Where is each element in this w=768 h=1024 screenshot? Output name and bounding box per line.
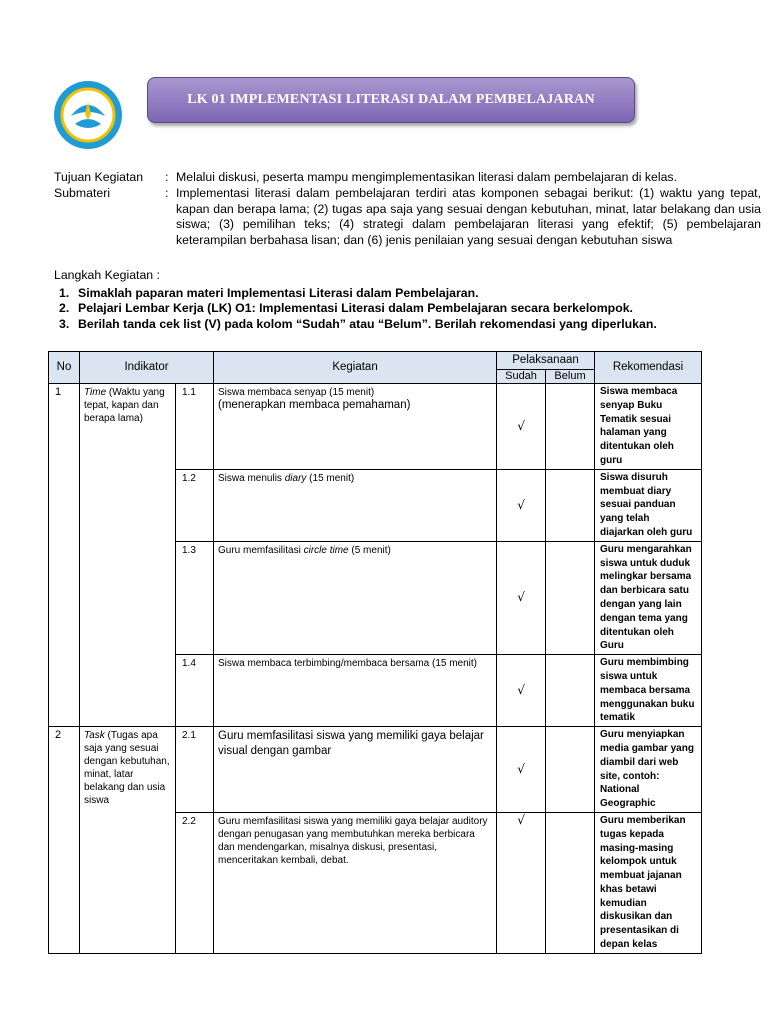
sudah-check[interactable]: √ — [497, 655, 546, 727]
step-item: 3. Berilah tanda cek list (V) pada kolom “Sudah” atau “Belum”. Berilah rekomendasi yang diperlukan. — [59, 316, 657, 331]
kegiatan-cell: Guru memfasilitasi circle time (5 menit) — [214, 541, 497, 654]
row-number: 2.1 — [176, 727, 214, 813]
step-item: 2. Pelajari Lembar Kerja (LK) O1: Implementasi Literasi dalam Pembelajaran secara berkelompok. — [59, 301, 633, 315]
rekomendasi-cell: Siswa membaca senyap Buku Tematik sesuai halaman yang ditentukan oleh guru — [595, 384, 702, 470]
tujuan-row — [54, 170, 764, 186]
step-item: 1. Simaklah paparan materi Implementasi Literasi dalam Pembelajaran. — [59, 285, 479, 300]
belum-check[interactable] — [546, 541, 595, 654]
group-number: 1 — [49, 384, 80, 727]
submateri-colon: : — [165, 186, 169, 200]
sudah-check[interactable]: √ — [497, 384, 546, 470]
kegiatan-cell: Guru memfasilitasi siswa yang memiliki gaya belajar visual dengan gambar — [214, 727, 497, 813]
header-sudah: Sudah — [497, 370, 546, 384]
header-pelaksanaan: Pelaksanaan — [497, 352, 595, 370]
header-kegiatan: Kegiatan — [214, 352, 497, 384]
indikator-cell: Task (Tugas apa saja yang sesuai dengan kebutuhan, minat, latar belakang dan usia siswa — [80, 727, 176, 954]
sudah-check[interactable]: √ — [497, 541, 546, 654]
rekomendasi-cell: Guru mengarahkan siswa untuk duduk melingkar bersama dan berbicara satu dengan yang lain dengan tema yang ditentukan oleh Guru — [595, 541, 702, 654]
row-number: 1.2 — [176, 469, 214, 541]
steps-list — [54, 286, 714, 333]
belum-check[interactable] — [546, 655, 595, 727]
belum-check[interactable] — [546, 727, 595, 813]
rekomendasi-cell: Guru memberikan tugas kepada masing-masing kelompok untuk membuat jajanan khas betawi kemudian diskusikan dan presentasikan di depan kelas — [595, 812, 702, 953]
kegiatan-cell: Siswa menulis diary (15 menit) — [214, 469, 497, 541]
tut-wuri-handayani-logo — [53, 80, 123, 150]
indikator-cell: Time (Waktu yang tepat, kapan dan berapa lama) — [80, 384, 176, 727]
header-belum: Belum — [546, 370, 595, 384]
submateri-row — [54, 186, 764, 266]
belum-check[interactable] — [546, 384, 595, 470]
worksheet-table — [48, 351, 702, 954]
row-number: 1.1 — [176, 384, 214, 470]
submateri-text: Implementasi literasi dalam pembelajaran terdiri atas komponen sebagai berikut: (1) waktu yang tepat, kapan dan berapa lama; (2) tugas apa saja yang sesuai dengan kebutuhan, minat, latar belakang dan usia siswa; (3) pemilihan teks; (4) strategi dalam pembelajaran literasi yang efektif; (5) pembelajaran keterampilan berbahasa lisan; dan (6) jenis penilaian yang sesuai dengan kebutuhan siswa — [176, 186, 761, 247]
header-indikator: Indikator — [80, 352, 214, 384]
title-banner — [147, 77, 635, 123]
langkah-label: Langkah Kegiatan : — [54, 268, 160, 282]
rekomendasi-cell: Guru menyiapkan media gambar yang diambil dari web site, contoh: National Geographic — [595, 727, 702, 813]
sudah-check[interactable]: √ — [497, 727, 546, 813]
tujuan-text: Melalui diskusi, peserta mampu mengimplementasikan literasi dalam pembelajaran di kelas. — [176, 170, 677, 184]
table-row — [49, 384, 702, 470]
sudah-check[interactable]: √ — [497, 812, 546, 953]
sudah-check[interactable]: √ — [497, 469, 546, 541]
belum-check[interactable] — [546, 469, 595, 541]
tujuan-colon: : — [165, 170, 169, 184]
row-number: 1.3 — [176, 541, 214, 654]
langkah-kegiatan — [54, 268, 714, 332]
row-number: 2.2 — [176, 812, 214, 953]
belum-check[interactable] — [546, 812, 595, 953]
kegiatan-cell: Guru memfasilitasi siswa yang memiliki gaya belajar auditory dengan penugasan yang membutuhkan mereka berbicara dan mendengarkan, misalnya diskusi, presentasi, menceritakan kembali, debat. — [214, 812, 497, 953]
rekomendasi-cell: Guru membimbing siswa untuk membaca bersama menggunakan buku tematik — [595, 655, 702, 727]
header-rekomendasi: Rekomendasi — [595, 352, 702, 384]
row-number: 1.4 — [176, 655, 214, 727]
kegiatan-cell: Siswa membaca terbimbing/membaca bersama (15 menit) — [214, 655, 497, 727]
submateri-label: Submateri — [54, 186, 111, 200]
page-title: LK 01 IMPLEMENTASI LITERASI DALAM PEMBELAJARAN — [187, 92, 595, 107]
rekomendasi-cell: Siswa disuruh membuat diary sesuai panduan yang telah diajarkan oleh guru — [595, 469, 702, 541]
table-row — [49, 727, 702, 813]
group-number: 2 — [49, 727, 80, 954]
kegiatan-cell: Siswa membaca senyap (15 menit) (menerapkan membaca pemahaman) — [214, 384, 497, 470]
tujuan-label: Tujuan Kegiatan — [54, 170, 144, 184]
header-no: No — [49, 352, 80, 384]
